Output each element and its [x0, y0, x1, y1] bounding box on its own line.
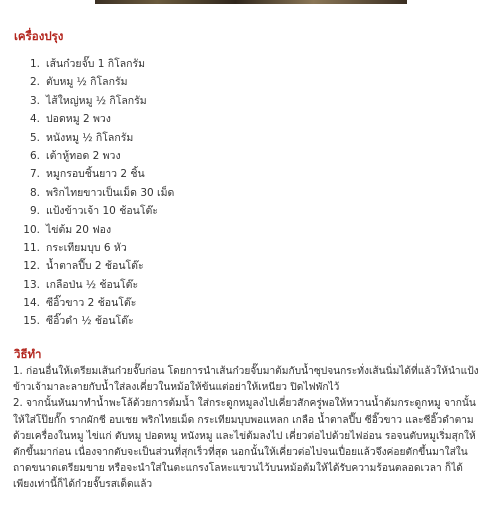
list-item — [0, 55, 174, 73]
list-item-text: พริกไทยขาวเป็นเม็ด 30 เม็ด — [46, 186, 175, 199]
list-item-text: เต้าหู้ทอด 2 พวง — [46, 149, 121, 162]
recipe-photo-edge — [95, 0, 407, 4]
list-item-text: ปอดหมู 2 พวง — [46, 113, 111, 126]
list-item-number: 13. — [23, 278, 40, 291]
list-item-text: เกลือป่น ½ ช้อนโต๊ะ — [46, 278, 139, 291]
list-item-number: 9. — [29, 205, 40, 218]
list-item — [0, 129, 174, 147]
list-item-text: หมูกรอบชิ้นยาว 2 ชิ้น — [46, 168, 145, 181]
ingredients-heading: เครื่องปรุง — [14, 29, 64, 43]
method-heading: วิธีทำ — [14, 347, 42, 361]
ingredient-list — [0, 55, 174, 331]
list-item-number: 6. — [29, 149, 40, 162]
method-text — [13, 364, 481, 494]
list-item-number: 4. — [29, 113, 40, 126]
list-item — [0, 239, 174, 257]
list-item — [0, 184, 174, 202]
list-item — [0, 294, 174, 312]
list-item-number: 15. — [23, 315, 40, 328]
list-item — [0, 202, 174, 220]
method-step-1: 1. ก่อนอื่นให้เตรียมเส้นก๋วยจั๊บก่อน โดยการนำเส้นก๋วยจั๊บมาต้มกับน้ำซุปจนกระทั่งเส้นนิ่มได้ที่แล้วให้นำแป้งข้าวเจ้ามาละลายกับน้ำใส่ลงเคี่ยวในหม้อให้ข้นแต่อย่าให้เหนียว ปิดไฟพักไว้ — [13, 366, 479, 394]
list-item-number: 11. — [23, 241, 40, 254]
list-item-text: น้ำตาลปี๊บ 2 ช้อนโต๊ะ — [46, 260, 144, 273]
list-item-number: 3. — [29, 94, 40, 107]
list-item-text: ไข่ต้ม 20 ฟอง — [46, 223, 112, 236]
list-item-number: 14. — [23, 297, 40, 310]
list-item-number: 8. — [29, 186, 40, 199]
list-item-text: ซีอิ๊วดำ ½ ช้อนโต๊ะ — [46, 315, 134, 328]
list-item-number: 5. — [29, 131, 40, 144]
list-item-text: เส้นก๋วยจั๊บ 1 กิโลกรัม — [46, 58, 146, 70]
list-item — [0, 221, 174, 239]
list-item — [0, 165, 174, 183]
list-item — [0, 110, 174, 128]
list-item-text: แป้งข้าวเจ้า 10 ช้อนโต๊ะ — [46, 205, 158, 218]
list-item-text: ซีอิ๊วขาว 2 ช้อนโต๊ะ — [46, 297, 137, 310]
list-item — [0, 257, 174, 275]
list-item-number: 10. — [23, 223, 40, 236]
method-step-2: 2. จากนั้นหันมาทำน้ำพะโล้ด้วยการต้มน้ำ ใส่กระดูกหมูลงไปเคี่ยวสักครู่พอให้หวานน้ำต้มกระดูกหมู จากนั้นให้ใส่โป๊ยกั๊ก รากผักชี อบเชย พริกไทยเม็ด กระเทียมบุบพอแหลก เกลือ น้ำตาลปี๊บ ซีอิ๊วขาว และซีอิ๊วดำตามด้วยเครื่องในหมู ไข่แก่ ตับหมู ปอดหมู หนังหมู และไข่ต้มลงไป เคี่ยวต่อไปด้วยไฟอ่อน รอจนตับหมูเริ่มสุกให้ตักขึ้นมาก่อน เนื่องจากตับจะเป็นส่วนที่สุกเร็วที่สุด นอกนั้นให้เคี่ยวต่อไปจนเปื่อยแล้วจึงค่อยตักขึ้นมาใส่ในถาดขนาดเตรียมขาย หรือจะนำใส่ในตะแกรงโลหะแขวนไว้บนหม้อต้มให้ได้รับความร้อนตลอดเวลา ก็ได้เพียงเท่านี้ก็ได้ก๋วยจั๊บรสเด็ดแล้ว — [13, 398, 476, 491]
list-item-number: 1. — [29, 58, 40, 70]
list-item — [0, 92, 174, 110]
list-item — [0, 73, 174, 91]
list-item-text: กระเทียมบุบ 6 หัว — [46, 241, 127, 254]
list-item-number: 12. — [23, 260, 40, 273]
list-item-number: 7. — [29, 168, 40, 181]
list-item-text: หนังหมู ½ กิโลกรัม — [46, 131, 134, 144]
list-item-text: ไส้ใหญ่หมู ½ กิโลกรัม — [46, 94, 147, 107]
list-item — [0, 312, 174, 330]
list-item-number: 2. — [29, 76, 40, 89]
list-item — [0, 276, 174, 294]
list-item-text: ตับหมู ½ กิโลกรัม — [46, 76, 128, 89]
list-item — [0, 147, 174, 165]
